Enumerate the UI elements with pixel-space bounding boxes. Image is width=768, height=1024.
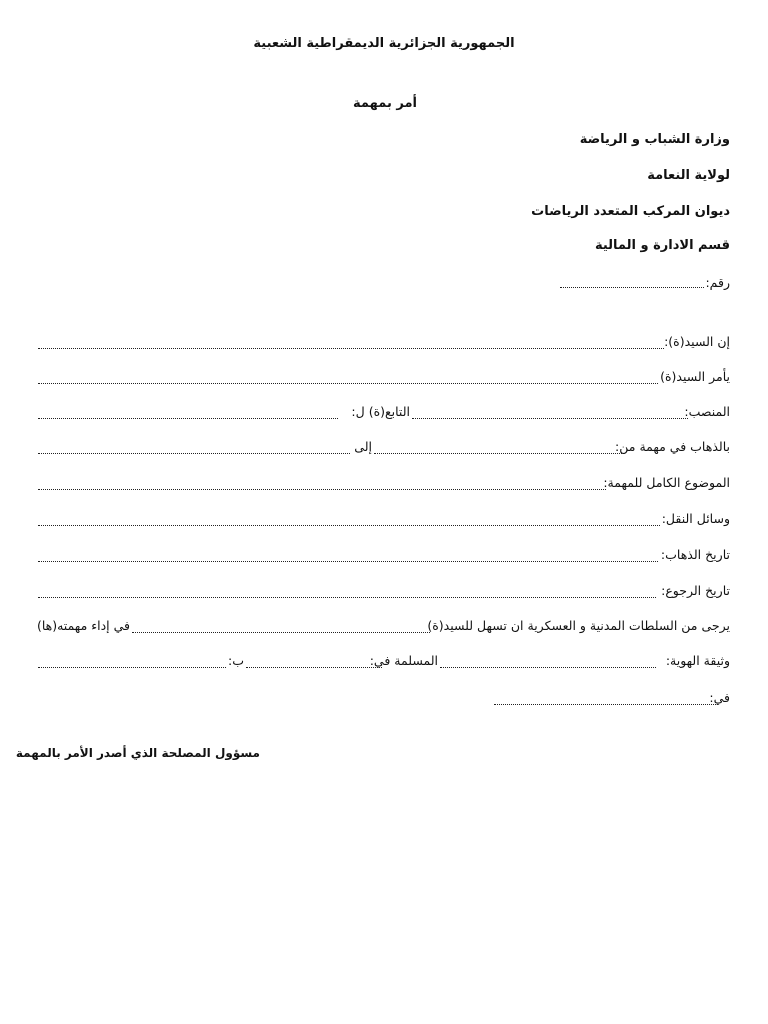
- to-field[interactable]: [38, 453, 350, 454]
- transport-field[interactable]: [38, 525, 660, 526]
- affiliated-label: التابع(ة) ل:: [351, 404, 410, 419]
- signatory-label: مسؤول المصلحة الذي أصدر الأمر بالمهمة: [15, 746, 260, 760]
- authorities-label: يرجى من السلطات المدنية و العسكرية ان تسهل للسيد(ة): [427, 618, 730, 633]
- position-label: المنصب:: [684, 404, 730, 419]
- document-title: أمر بمهمة: [353, 96, 417, 111]
- subject-field[interactable]: [38, 489, 606, 490]
- reference-number-label: رقم:: [705, 275, 730, 290]
- in-label: في:: [709, 690, 730, 705]
- reference-number-field[interactable]: [560, 287, 704, 288]
- orders-field[interactable]: [38, 383, 658, 384]
- by-label: ب:: [228, 653, 244, 668]
- republic-header: الجمهورية الجزائرية الديمقراطية الشعبية: [253, 36, 515, 51]
- department-name: قسم الادارة و المالية: [594, 238, 730, 253]
- sir-label: إن السيد(ة):: [664, 334, 730, 349]
- subject-label: الموضوع الكامل للمهمة:: [603, 475, 730, 490]
- issued-in-field[interactable]: [246, 667, 382, 668]
- wilaya-name: لولاية النعامة: [647, 168, 730, 183]
- office-name: ديوان المركب المتعدد الرياضات: [531, 204, 730, 219]
- sir-field[interactable]: [38, 348, 664, 349]
- issued-in-label: المسلمة في:: [369, 653, 438, 668]
- authorities-name-field[interactable]: [132, 632, 430, 633]
- ministry-name: وزارة الشباب و الرياضة: [579, 132, 730, 147]
- orders-label: يأمر السيد(ة): [660, 369, 730, 384]
- to-label: إلى: [354, 439, 372, 454]
- going-from-field[interactable]: [374, 453, 622, 454]
- affiliated-field[interactable]: [38, 418, 338, 419]
- departure-date-field[interactable]: [38, 561, 658, 562]
- mission-label: في إداء مهمته(ها): [36, 618, 130, 633]
- by-field[interactable]: [38, 667, 226, 668]
- id-document-label: وثيقة الهوية:: [665, 653, 730, 668]
- departure-date-label: تاريخ الذهاب:: [660, 547, 730, 562]
- return-date-field[interactable]: [38, 597, 656, 598]
- id-document-field[interactable]: [440, 667, 656, 668]
- going-from-label: بالذهاب في مهمة من:: [615, 439, 730, 454]
- in-field[interactable]: [494, 704, 718, 705]
- transport-label: وسائل النقل:: [661, 511, 730, 526]
- return-date-label: تاريخ الرجوع:: [661, 583, 730, 598]
- position-field[interactable]: [412, 418, 688, 419]
